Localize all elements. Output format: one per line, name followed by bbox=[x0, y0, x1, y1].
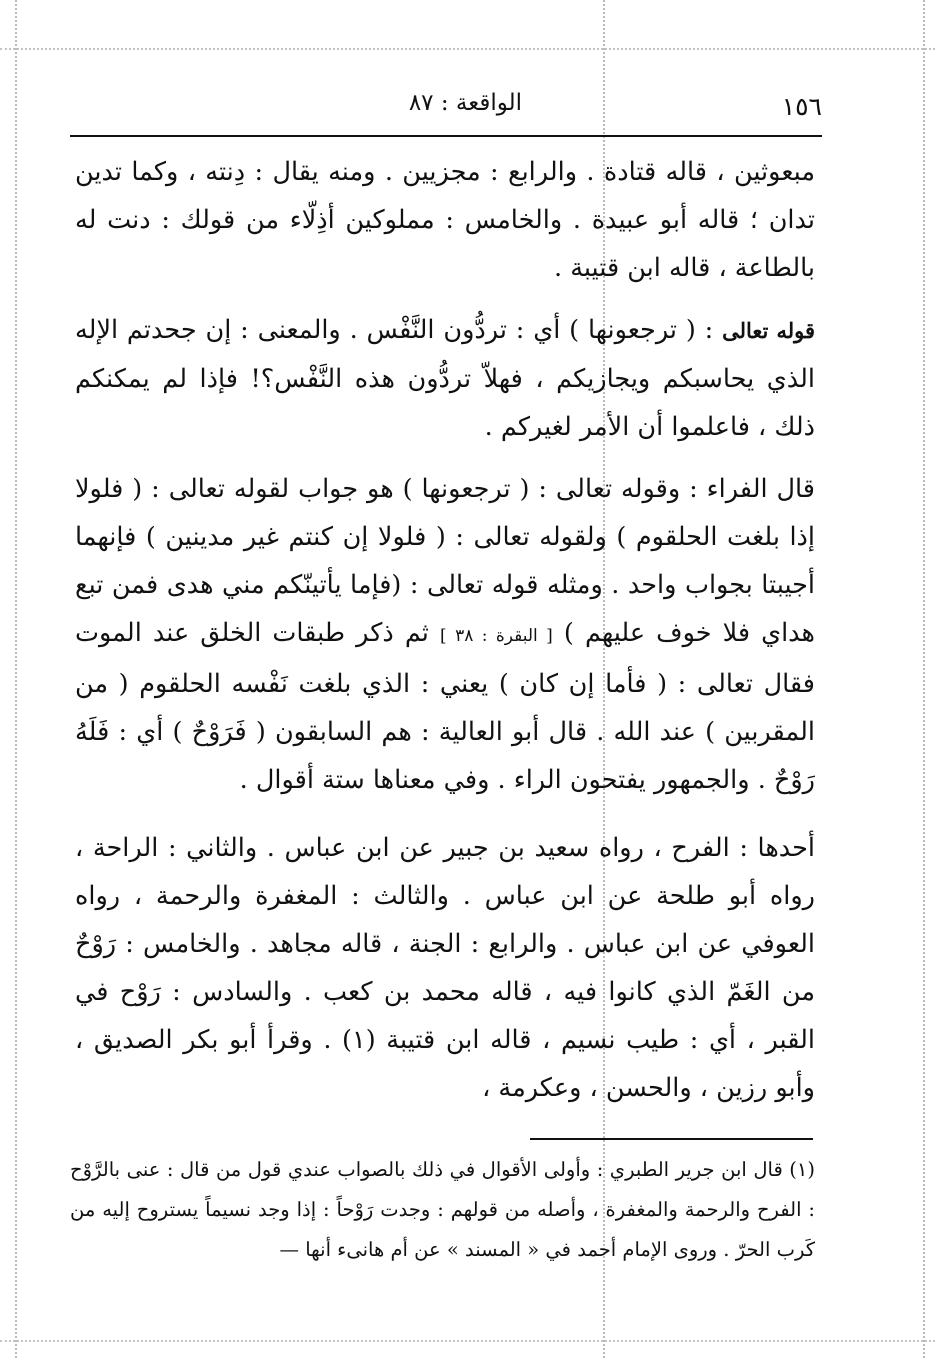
paragraph: أحدها : الفرح ، رواه سعيد بن جبير عن ابن عباس . والثاني : الراحة ، رواه أبو طلحة عن ابن عباس . والثالث : المغفرة والرحمة ، رواه العوفي عن ابن عباس . والرابع : الجنة ، قاله مجاهد . والخامس : رَوْحٌ من الغَمّ الذي كانوا فيه ، قاله محمد بن كعب . والسادس : رَوْح في القبر ، أي : طيب نسيم ، قاله ابن قتيبة (١) . وقرأ أبو بكر الصديق ، وأبو رزين ، والحسن ، وعكرمة ، bbox=[75, 833, 815, 1103]
paragraph bbox=[75, 465, 815, 804]
page-header bbox=[70, 88, 822, 128]
footnotes bbox=[70, 1150, 815, 1270]
footnote: (١) قال ابن جرير الطبري : وأولى الأقوال في ذلك بالصواب عندي قول من قال : عنى بالرَّوْح : الفرح والرحمة والمغفرة ، وأصله من قولهم : وجدت رَوْحاً : إذا وجد نسيماً يستروح إليه من كَرب الحرّ . وروى الإمام أحمد في « المسند » عن أم هانىء أنها — bbox=[70, 1158, 815, 1261]
verse-lead: قوله تعالى bbox=[722, 318, 815, 343]
running-head: الواقعة : ٨٧ bbox=[408, 90, 522, 116]
body-text bbox=[75, 148, 815, 1112]
paragraph-text: : ( ترجعونها ) أي : تردُّون النَّفْس . والمعنى : إن جحدتم الإله الذي يحاسبكم ويجازيكم ، فهلاّ تردُّون هذه النَّفْس؟! فإذا لم يمكنكم ذلك ، فاعلموا أن الأمر لغيركم . bbox=[75, 315, 815, 442]
quran-reference: [ البقرة : ٣٨ ] bbox=[440, 626, 553, 646]
footnote-rule bbox=[530, 1138, 813, 1140]
page-number: ١٥٦ bbox=[781, 92, 822, 121]
paragraph: مبعوثين ، قاله قتادة . والرابع : مجزيين . ومنه يقال : دِنته ، وكما تدين تدان ؛ قاله أبو عبيدة . والخامس : مملوكين أذِلّاء من قولك : دنت له بالطاعة ، قاله ابن قتيبة . bbox=[75, 157, 815, 283]
scan-guide-line bbox=[0, 48, 935, 50]
paragraph-text: ثم ذكر طبقات الخلق عند الموت فقال تعالى : ( فأما إن كان ) يعني : الذي بلغت نَفْسه الحلقوم ( من المقربين ) عند الله . قال أبو العالية : هم السابقون ( فَرَوْحٌ ) أي : فَلَهُ رَوْحٌ . والجمهور يفتحون الراء . وفي معناها ستة أقوال . bbox=[75, 618, 815, 795]
paragraph-text: قال الفراء : وقوله تعالى : ( ترجعونها ) هو جواب لقوله تعالى : ( فلولا إذا بلغت الحلقوم ) ولقوله تعالى : ( فلولا إن كنتم غير مدينين ) فإنهما أجيبتا بجواب واحد . ومثله قوله تعالى : (فإما يأتينّكم مني هدى فمن تبع هداي فلا خوف عليهم ) bbox=[75, 474, 816, 648]
scan-guide-line bbox=[0, 1340, 935, 1342]
header-rule bbox=[70, 135, 822, 137]
scan-guide-line bbox=[15, 0, 17, 1358]
paragraph bbox=[75, 306, 815, 451]
scan-guide-line bbox=[923, 0, 925, 1358]
